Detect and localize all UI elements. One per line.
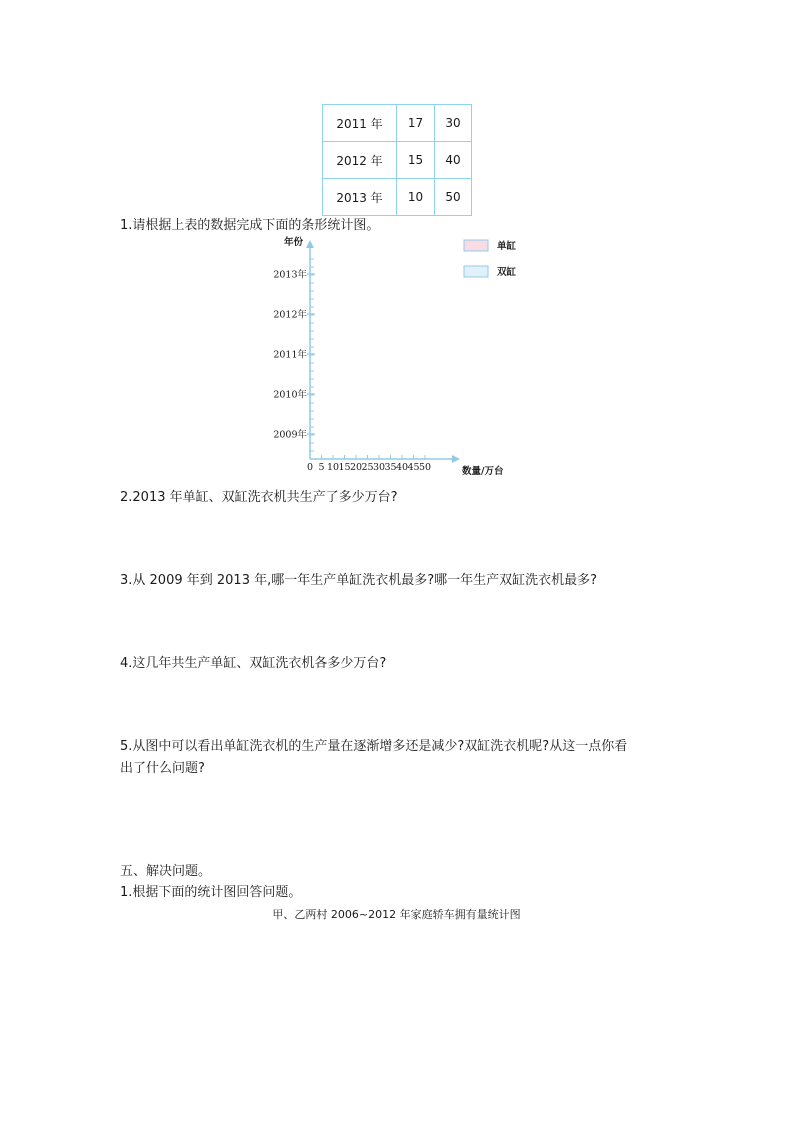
question-3: 3.从 2009 年到 2013 年,哪一年生产单缸洗衣机最多?哪一年生产双缸洗衣机最多? — [120, 573, 598, 588]
x-tick-label: 25 — [361, 462, 374, 473]
y-tick-label: 2012年 — [273, 309, 307, 321]
x-tick-label: 50 — [418, 462, 432, 473]
x-tick-label: 5 — [318, 462, 325, 473]
x-tick-label: 15 — [338, 462, 351, 473]
table-cell-year: 2013 年 — [323, 179, 397, 216]
legend-label: 双缸 — [497, 267, 517, 278]
legend-label: 单缸 — [497, 241, 517, 252]
table-cell-double: 40 — [435, 142, 472, 179]
bar-chart — [260, 230, 540, 485]
y-tick-label: 2009年 — [273, 429, 307, 441]
question-5-line-2: 出了什么问题? — [120, 761, 205, 776]
table-cell-single: 17 — [397, 105, 435, 142]
question-4: 4.这几年共生产单缸、双缸洗衣机各多少万台? — [120, 656, 387, 671]
table-row — [323, 105, 472, 142]
y-axis-arrow — [306, 240, 314, 248]
section-5-question-1: 1.根据下面的统计图回答问题。 — [120, 885, 302, 900]
x-tick-label: 20 — [349, 462, 363, 473]
table-cell-single: 15 — [397, 142, 435, 179]
table-cell-year: 2012 年 — [323, 142, 397, 179]
question-1: 1.请根据上表的数据完成下面的条形统计图。 — [120, 218, 380, 233]
question-5-line-1: 5.从图中可以看出单缸洗衣机的生产量在逐渐增多还是减少?双缸洗衣机呢?从这一点你看 — [120, 739, 628, 754]
y-tick-label: 2013年 — [273, 269, 307, 281]
section-5-heading: 五、解决问题。 — [120, 864, 212, 879]
table-row — [323, 142, 472, 179]
y-axis-label: 年份 — [284, 237, 304, 248]
legend-swatch — [464, 240, 488, 251]
x-tick-label: 35 — [384, 462, 397, 473]
table-cell-year: 2011 年 — [323, 105, 397, 142]
table-row — [323, 179, 472, 216]
table-cell-double: 50 — [435, 179, 472, 216]
legend-swatch — [464, 266, 488, 277]
table-cell-single: 10 — [397, 179, 435, 216]
x-tick-label: 0 — [306, 462, 314, 473]
x-tick-label: 40 — [395, 462, 409, 473]
x-tick-label: 45 — [407, 462, 420, 473]
x-tick-label: 10 — [326, 462, 340, 473]
y-tick-label: 2011年 — [273, 349, 307, 361]
chart-caption: 甲、乙两村 2006~2012 年家庭轿车拥有量统计图 — [272, 908, 521, 921]
production-table — [322, 104, 472, 216]
x-axis-arrow — [452, 455, 460, 463]
x-axis-label: 数量/万台 — [462, 466, 504, 477]
table-cell-double: 30 — [435, 105, 472, 142]
question-2: 2.2013 年单缸、双缸洗衣机共生产了多少万台? — [120, 490, 398, 505]
x-tick-label: 30 — [372, 462, 386, 473]
y-tick-label: 2010年 — [273, 389, 307, 401]
